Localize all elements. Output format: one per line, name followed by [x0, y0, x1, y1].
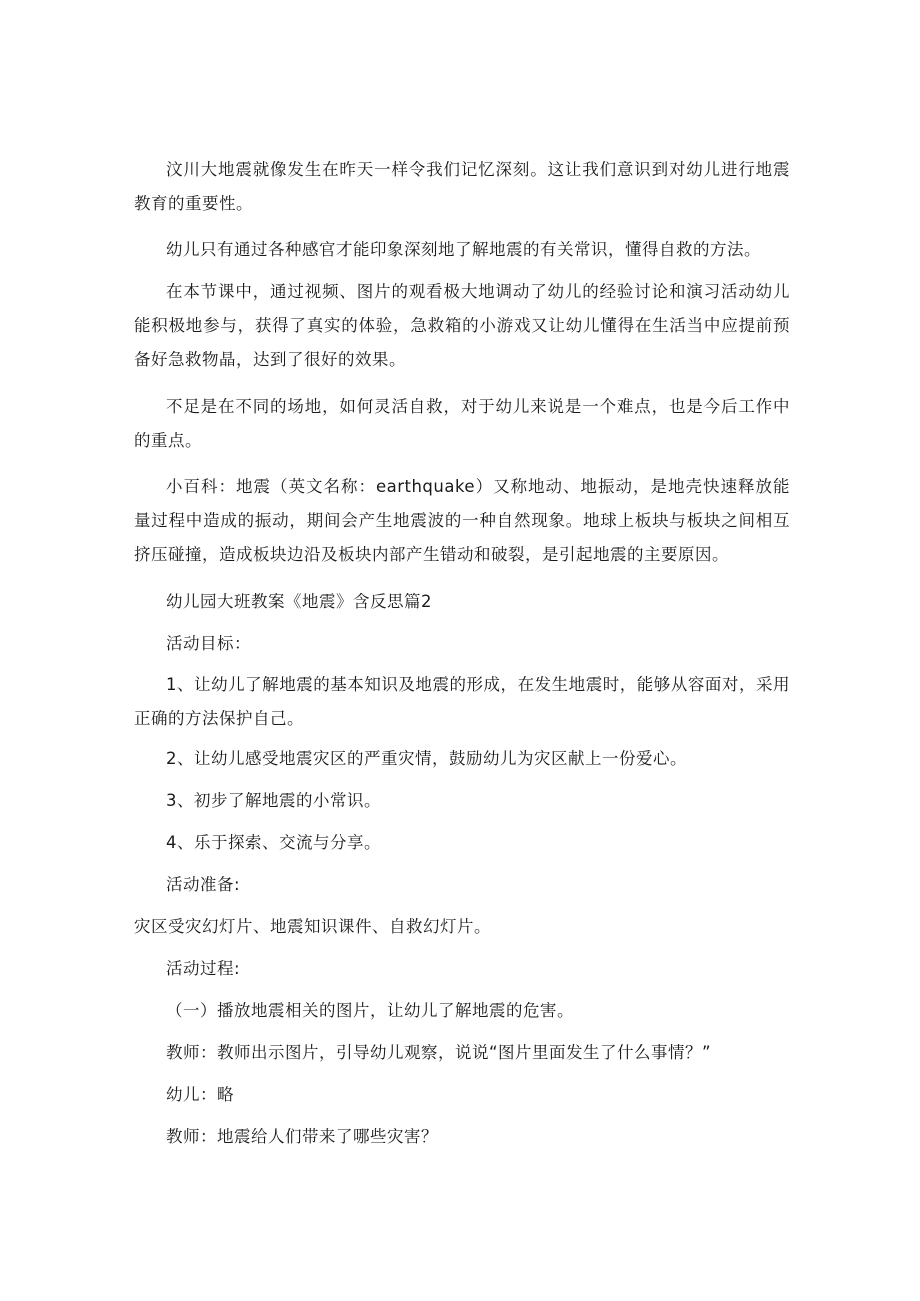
goal-item-3: 3、初步了解地震的小常识。	[166, 791, 381, 810]
paragraph-reflection-intro: 汶川大地震就像发生在昨天一样令我们记忆深刻。这让我们意识到对幼儿进行地震教育的重要性。	[134, 160, 790, 213]
goal-item-2: 2、让幼儿感受地震灾区的严重灾情，鼓励幼儿为灾区献上一份爱心。	[166, 749, 687, 768]
heading-activity-process: 活动过程:	[166, 959, 241, 978]
paragraph-shortcoming: 不足是在不同的场地，如何灵活自救，对于幼儿来说是一个难点，也是今后工作中的重点。	[134, 397, 790, 450]
process-step-1: （一）播放地震相关的图片，让幼儿了解地震的危害。	[166, 1001, 574, 1020]
teacher-line-2: 教师：地震给人们带来了哪些灾害？	[166, 1127, 438, 1146]
paragraph-senses: 幼儿只有通过各种感官才能印象深刻地了解地震的有关常识，懂得自救的方法。	[166, 240, 761, 259]
preparation-materials: 灾区受灾幻灯片、地震知识课件、自救幻灯片。	[134, 917, 491, 936]
teacher-line-1: 教师：教师出示图片，引导幼儿观察，说说“图片里面发生了什么事情？”	[166, 1043, 712, 1062]
paragraph-encyclopedia: 小百科：地震（英文名称：earthquake）又称地动、地振动，是地壳快速释放能量过程中造成的振动，期间会产生地震波的一种自然现象。地球上板块与板块之间相互挤压碰撞，造成板块边沿及板块内部产生错动和破裂，是引起地震的主要原因。	[134, 477, 790, 564]
heading-activity-preparation: 活动准备:	[166, 875, 241, 894]
section-title-part2: 幼儿园大班教案《地震》含反思篇2	[166, 592, 432, 611]
child-line-1: 幼儿：略	[166, 1085, 234, 1104]
goal-item-1: 1、让幼儿了解地震的基本知识及地震的形成，在发生地震时，能够从容面对，采用正确的方法保护自己。	[134, 675, 790, 728]
goal-item-4: 4、乐于探索、交流与分享。	[166, 833, 381, 852]
heading-activity-goals: 活动目标：	[166, 634, 251, 653]
paragraph-lesson-review: 在本节课中，通过视频、图片的观看极大地调动了幼儿的经验讨论和演习活动幼儿能积极地参与，获得了真实的体验，急救箱的小游戏又让幼儿懂得在生活当中应提前预备好急救物晶，达到了很好的效果。	[134, 282, 790, 369]
